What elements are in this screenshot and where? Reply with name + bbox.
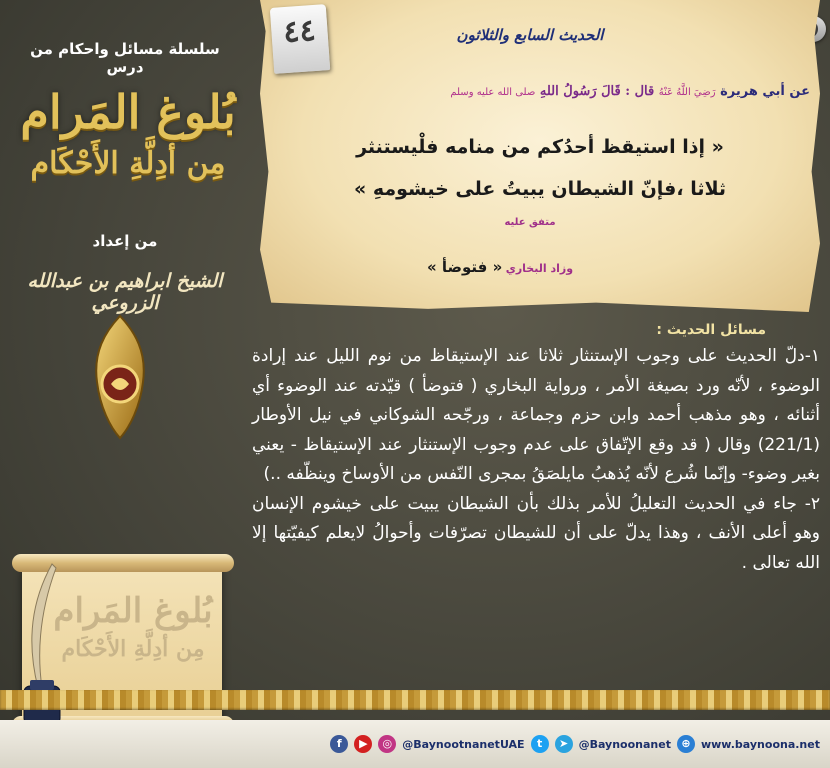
twitter-icon[interactable]: t [531,735,549,753]
card-number: ٤٤ [282,12,317,51]
prepared-by-label: من إعداد [92,232,158,250]
handle-baynoona[interactable]: @Baynoonanet [578,737,671,751]
logo-sub-text: مِن أدِلَّةِ الأَحْكَام [30,146,226,181]
scroll-logo: بُلوغ المَرام مِن أدِلَّةِ الأَحْكَام [53,591,213,662]
website-link[interactable]: www.baynoona.net [700,737,820,751]
youtube-icon[interactable]: ▶ [354,735,372,753]
footer [0,720,830,768]
hadith-title: الحديث السابع والثلاثون [456,26,604,44]
issues-label: مسائل الحديث : [656,322,766,338]
facebook-icon[interactable]: f [330,735,348,753]
prophet-says: قال : قَالَ رَسُولُ اللهِ [539,84,655,99]
emblem-icon [85,312,155,442]
telegram-icon[interactable]: ➤ [555,735,573,753]
bukhari-label: وزاد البخاري [505,262,574,275]
instagram-icon[interactable]: ◎ [378,735,396,753]
handle-uae[interactable]: @BaynootnanetUAE [402,737,525,751]
hadith-text-line-2: ثلاثا ،فإنّ الشيطان يبيتُ على خيشومهِ » [353,178,727,200]
web-icon[interactable]: ⊕ [677,735,695,753]
prophet-honorific: صلى الله عليه وسلم [450,87,536,98]
decorative-gold-band [0,690,830,710]
issues-body [252,342,820,578]
hadith-text-line-1: « إذا استيقظ أحدُكم من منامه فلْيستنثر [356,136,724,158]
bukhari-quote: « فتوضأ » [426,258,503,276]
hadith-text [290,126,790,210]
narrator-line [300,84,810,99]
series-title: سلسلة مسائل واحكام من درس [30,40,220,76]
logo-main-text: بُلوغ المَرام [20,85,236,139]
book-logo [18,80,238,210]
footer-social [300,732,820,756]
sidebar [0,0,250,735]
author-name: الشيخ ابراهيم بن عبدالله الزروعي [27,270,223,314]
bukhari-addition [400,258,600,276]
narrator-name: عن أبي هريرة [720,84,810,99]
agreed-upon-label: متفق عليه [504,217,556,228]
card-number-tab [270,4,330,74]
narrator-honorific: رَضِيَ اللَّهُ عَنْهُ [658,87,716,98]
issue-point-2: ٢- جاء في الحديث التعليلُ للأمر بذلك بأن الشيطان يبيت على خيشوم الإنسان وهو أعلى الأنف ، وهذا يدلّ على أن للشيطان تصرّفات وأحوالُ لايعلم كيفيّتها إلا الله تعالى . [252,493,820,573]
issue-point-1: ١-دلّ الحديث على وجوب الإستنثار ثلاثا عند الإستيقاظ من نوم الليل عند إرادة الوضوء ، لأنّه ورد بصيغة الأمر ، ورواية البخاري ( فتوضأ ) قيّدته عند الوضوء أي أثنائه ، وهو مذهب أحمد وابن حزم وجماعة ، ورجّحه الشوكاني في نيل الأوطار (221/1) وقال ( قد وقع الإتّفاق على عدم وجوب الإستنثار عند الإستيقاظ - يعني بغير وضوء- وإنّما شُرع لأنّه يُذهبُ مايلصَقُ بمجرى النّفس من الأوساخ وينظّفه ..) [252,346,820,484]
